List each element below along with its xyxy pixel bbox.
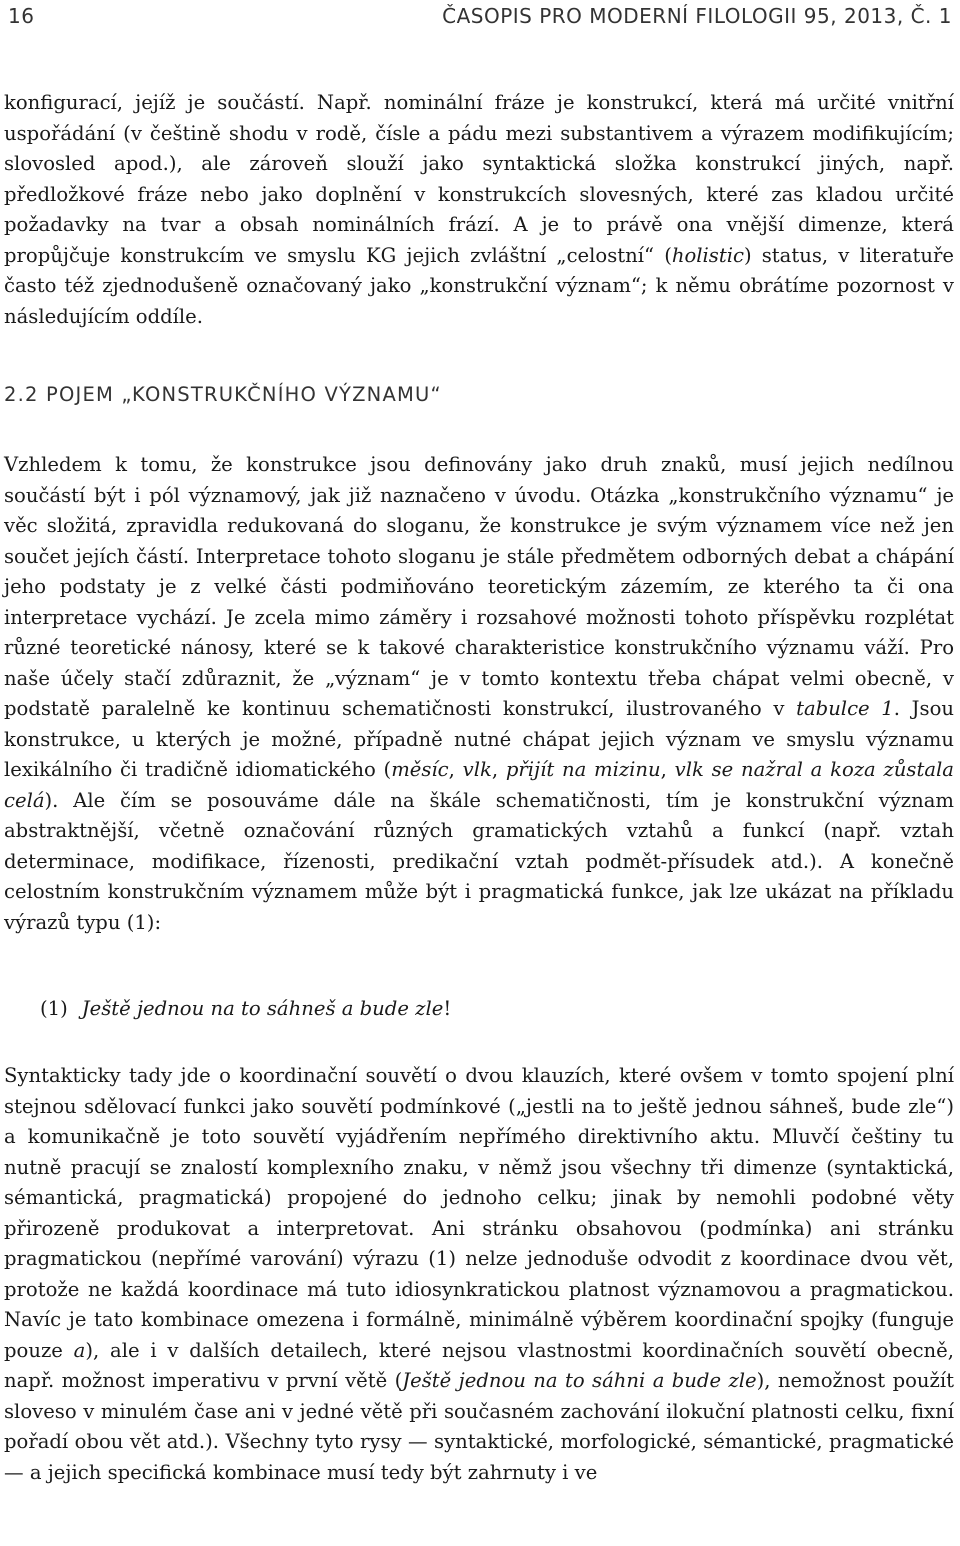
paragraph-2-separator-1: , bbox=[448, 758, 463, 781]
paragraph-3-text-c: ), nemožnost použít sloveso v minulém čase ani v jedné větě při současném zachování ilokuční platnosti celku, fixní pořadí obou vět atd.). Všechny tyto rysy — syntaktické, morfologické, sémantické, pragmatické — a jejich specifická kombinace musí tedy být zahrnuty i ve bbox=[4, 1369, 954, 1484]
paragraph-3 bbox=[4, 1061, 954, 1488]
paragraph-2-text-a: Vzhledem k tomu, že konstrukce jsou definovány jako druh znaků, musí jejich nedílnou součástí být i pól významový, jak již naznačeno v úvodu. Otázka „konstrukčního významu“ je věc složitá, zpravidla redukovaná do sloganu, že konstrukce je svým významem více než jen součet jejích částí. Interpretace tohoto sloganu je stále předmětem odborných debat a chápání jeho podstaty je z velké části podmiňováno teoretickým zázemím, ze kterého ta či ona interpretace vychází. Je zcela mimo záměry i rozsahové možnosti tohoto příspěvku rozplétat různé teoretické nánosy, které se k takové charakteristice konstrukčního významu váží. Pro naše účely stačí zdůraznit, že „význam“ je v tomto kontextu třeba chápat velmi obecně, v podstatě paralelně ke kontinuu schematičnosti konstrukcí, ilustrovaného v bbox=[4, 453, 954, 720]
paragraph-2 bbox=[4, 450, 954, 938]
paragraph-3-text-a: Syntakticky tady jde o koordinační souvětí o dvou klauzích, které ovšem v tomto spojení plní stejnou sdělovací funkci jako souvětí podmínkové („jestli na to ještě jednou sáhneš, bude zle“) a komunikačně je toto souvětí vyjádřením nepřímého direktivního aktu. Mluvčí češtiny tu nutně pracují se znalostí komplexního znaku, v němž jsou všechny tři dimenze (syntaktická, sémantická, pragmatická) propojené do jednoho celku; jinak by nemohli podobné věty přirozeně produkovat a interpretovat. Ani stránku obsahovou (podmínka) ani stránku pragmatickou (nepřímé varování) výrazu (1) nelze jednoduše odvodit z koordinace dvou vět, protože ne každá koordinace má tuto idiosynkratickou platnost významovou a pragmatickou. Navíc je tato kombinace omezena i formálně, minimálně výběrem koordinační spojky (funguje pouze bbox=[4, 1064, 954, 1362]
paragraph-3-italic-conjunction: a bbox=[73, 1338, 86, 1362]
paragraph-2-italic-example-2: vlk bbox=[462, 758, 492, 781]
paragraph-2-separator-3: , bbox=[660, 758, 675, 781]
paragraph-1-italic-holistic: holistic bbox=[671, 243, 744, 267]
paragraph-1 bbox=[4, 88, 954, 332]
paragraph-2-text-c: ). Ale čím se posouváme dále na škále schematičnosti, tím je konstrukční význam abstraktnější, včetně označování různých gramatických vztahů a funkcí (např. vztah determinace, modifikace, řízenosti, predikační vztah podmět-přísudek atd.). A konečně celostním konstrukčním významem může být i pragmatická funkce, jak lze ukázat na příkladu výrazů typu (1): bbox=[4, 788, 954, 934]
journal-title: ČASOPIS PRO MODERNÍ FILOLOGII 95, 2013, Č. 1 bbox=[442, 4, 952, 28]
page-number: 16 bbox=[8, 4, 35, 28]
paragraph-3-italic-example: Ještě jednou na to sáhni a bude zle bbox=[402, 1369, 757, 1392]
paragraph-2-separator-2: , bbox=[491, 758, 506, 781]
paragraph-1-text-b: ) status, v literatuře často též zjednodušeně označovaný jako „konstrukční význam“; k němu obrátíme pozornost v následujícím oddíle. bbox=[4, 243, 954, 328]
paragraph-2-italic-example-4: vlk se nažral a koza zůstala celá bbox=[4, 758, 954, 812]
example-1 bbox=[40, 994, 451, 1024]
running-header bbox=[8, 4, 952, 36]
example-sentence bbox=[82, 994, 451, 1024]
paragraph-1-text-a: konfigurací, jejíž je součástí. Např. nominální fráze je konstrukcí, která má určité vnitřní uspořádání (v češtině shodu v rodě, čísle a pádu mezi substantivem a výrazem modifikujícím; slovosled apod.), ale zároveň slouží jako syntaktická složka konstrukcí jiných, např. předložkové fráze nebo jako doplnění v konstrukcích slovesných, které zas kladou určité požadavky na tvar a obsah nominálních frází. A je to právě ona vnější dimenze, která propůjčuje konstrukcím ve smyslu KG jejich zvláštní „celostní“ ( bbox=[4, 91, 954, 267]
paragraph-2-text-b: . Jsou konstrukce, u kterých je možné, případně nutné chápat jejich význam ve smyslu významu lexikálního či tradičně idiomatického ( bbox=[4, 697, 954, 781]
paragraph-2-italic-example-1: měsíc bbox=[391, 758, 449, 781]
section-heading: 2.2 POJEM „KONSTRUKČNÍHO VÝZNAMU“ bbox=[4, 383, 442, 406]
paragraph-2-italic-example-3: přijít na mizinu bbox=[505, 758, 661, 781]
example-number: (1) bbox=[40, 997, 68, 1020]
paragraph-3-text-b: ), ale i v dalších detailech, které nejsou vlastnostmi koordinačních souvětí obecně, např. možnost imperativu v první větě ( bbox=[4, 1338, 954, 1392]
example-text: Ještě jednou na to sáhneš a bude zle bbox=[81, 997, 444, 1020]
example-punctuation: ! bbox=[443, 997, 452, 1020]
paragraph-2-italic-table-ref: tabulce 1 bbox=[796, 697, 894, 720]
